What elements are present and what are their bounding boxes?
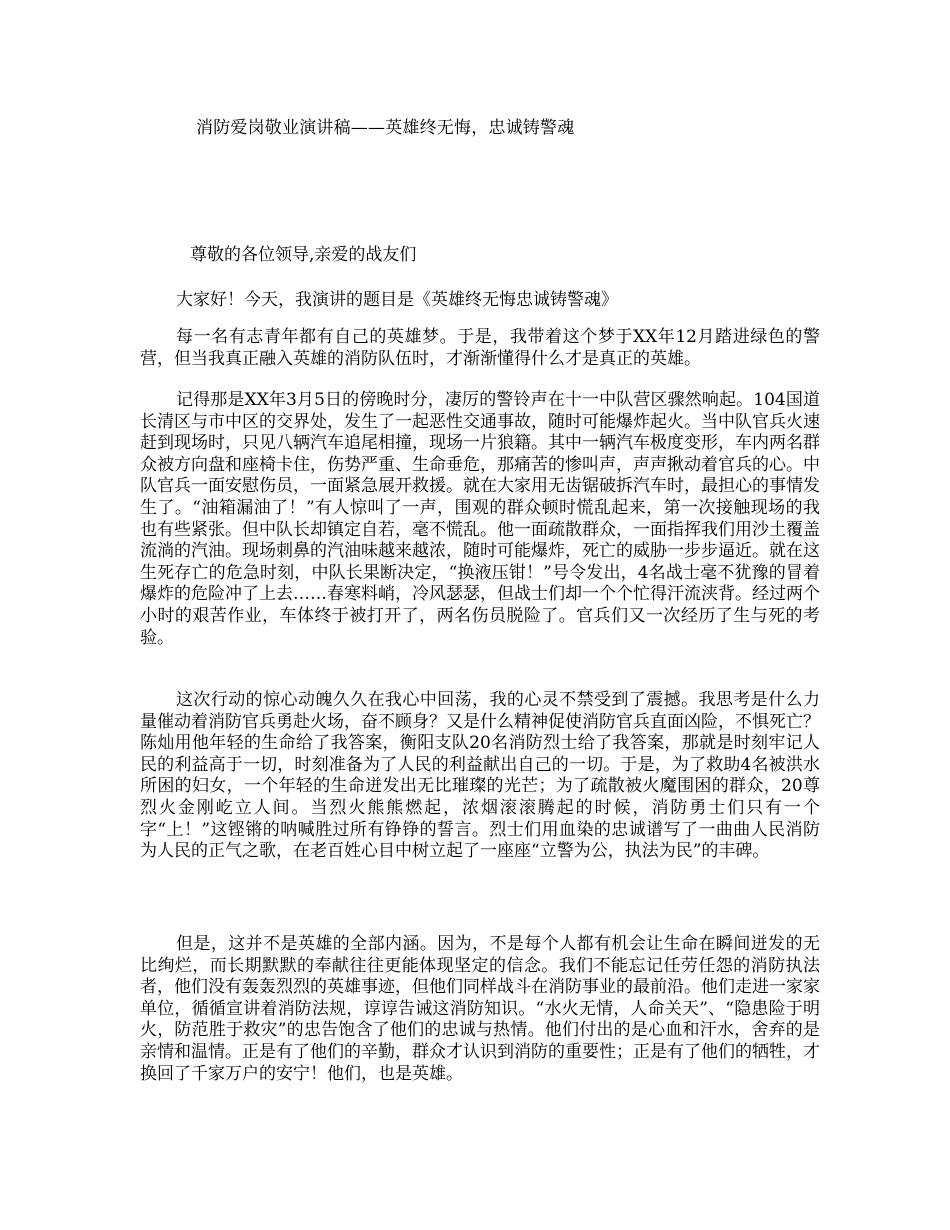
- paragraph-greeting: 大家好！今天，我演讲的题目是《英雄终无悔忠诚铸警魂》: [176, 290, 618, 310]
- paragraph-dream: 每一名有志青年都有自己的英雄梦。于是，我带着这个梦于XX年12月踏进绿色的警营，但当我真正融入英雄的消防队伍时，才渐渐懂得什么才是真正的英雄。: [140, 327, 820, 369]
- paragraph-rescue-story: 记得那是XX年3月5日的傍晚时分，凄厉的警铃声在十一中队营区骤然响起。104国道长清区与市中区的交界处，发生了一起恶性交通事故，随时可能爆炸起火。当中队官兵火速赶到现场时，只见八辆汽车追尾相撞，现场一片狼籍。其中一辆汽车极度变形，车内两名群众被方向盘和座椅卡住，伤势严重、生命垂危，那痛苦的惨叫声，声声揪动着官兵的心。中队官兵一面安慰伤员，一面紧急展开救援。就在大家用无齿锯破拆汽车时，最担心的事情发生了。“油箱漏油了！”有人惊叫了一声，围观的群众顿时慌乱起来，第一次接触现场的我也有些紧张。但中队长却镇定自若，毫不慌乱。他一面疏散群众，一面指挥我们用沙土覆盖流淌的汽油。现场刺鼻的汽油味越来越浓，随时可能爆炸，死亡的威胁一步步逼近。就在这生死存亡的危急时刻，中队长果断决定，“换液压钳！”号令发出，4名战士毫不犹豫的冒着爆炸的危险冲了上去……春寒料峭，冷风瑟瑟，但战士们却一个个忙得汗流浃背。经过两个小时的艰苦作业，车体终于被打开了，两名伤员脱险了。官兵们又一次经历了生与死的考验。: [140, 390, 820, 648]
- page-title: 消防爱岗敬业演讲稿——英雄终无悔，忠诚铸警魂: [196, 118, 575, 138]
- paragraph-reflection: 这次行动的惊心动魄久久在我心中回荡，我的心灵不禁受到了震撼。我思考是什么力量催动着消防官兵勇赴火场，奋不顾身？又是什么精神促使消防官兵直面凶险，不惧死亡？陈灿用他年轻的生命给了我答案，衡阳支队20名消防烈士给了我答案，那就是时刻牢记人民的利益高于一切，时刻准备为了人民的利益献出自己的一切。于是，为了救助4名被洪水所困的妇女，一个年轻的生命迸发出无比璀璨的光芒；为了疏散被火魔围困的群众，20尊烈火金刚屹立人间。当烈火熊熊燃起，浓烟滚滚腾起的时候，消防勇士们只有一个字“上！”这铿锵的呐喊胜过所有铮铮的誓言。烈士们用血染的忠诚谱写了一曲曲人民消防为人民的正气之歌，在老百姓心目中树立起了一座座“立警为公，执法为民”的丰碑。: [140, 690, 820, 862]
- salutation: 尊敬的各位领导,亲爱的战友们: [190, 245, 417, 265]
- paragraph-unsung-heroes: 但是，这并不是英雄的全部内涵。因为，不是每个人都有机会让生命在瞬间迸发的无比绚烂，而长期默默的奉献往往更能体现坚定的信念。我们不能忘记任劳任怨的消防执法者，他们没有轰轰烈烈的英雄事迹，但他们同样战斗在消防事业的最前沿。他们走进一家家单位，循循宣讲着消防法规，谆谆告诫这消防知识。“水火无情，人命关天”、“隐患险于明火，防范胜于救灾”的忠告饱含了他们的忠诚与热情。他们付出的是心血和汗水，舍弃的是亲情和温情。正是有了他们的辛勤，群众才认识到消防的重要性；正是有了他们的牺牲，才换回了千家万户的安宁！他们，也是英雄。: [140, 934, 820, 1084]
